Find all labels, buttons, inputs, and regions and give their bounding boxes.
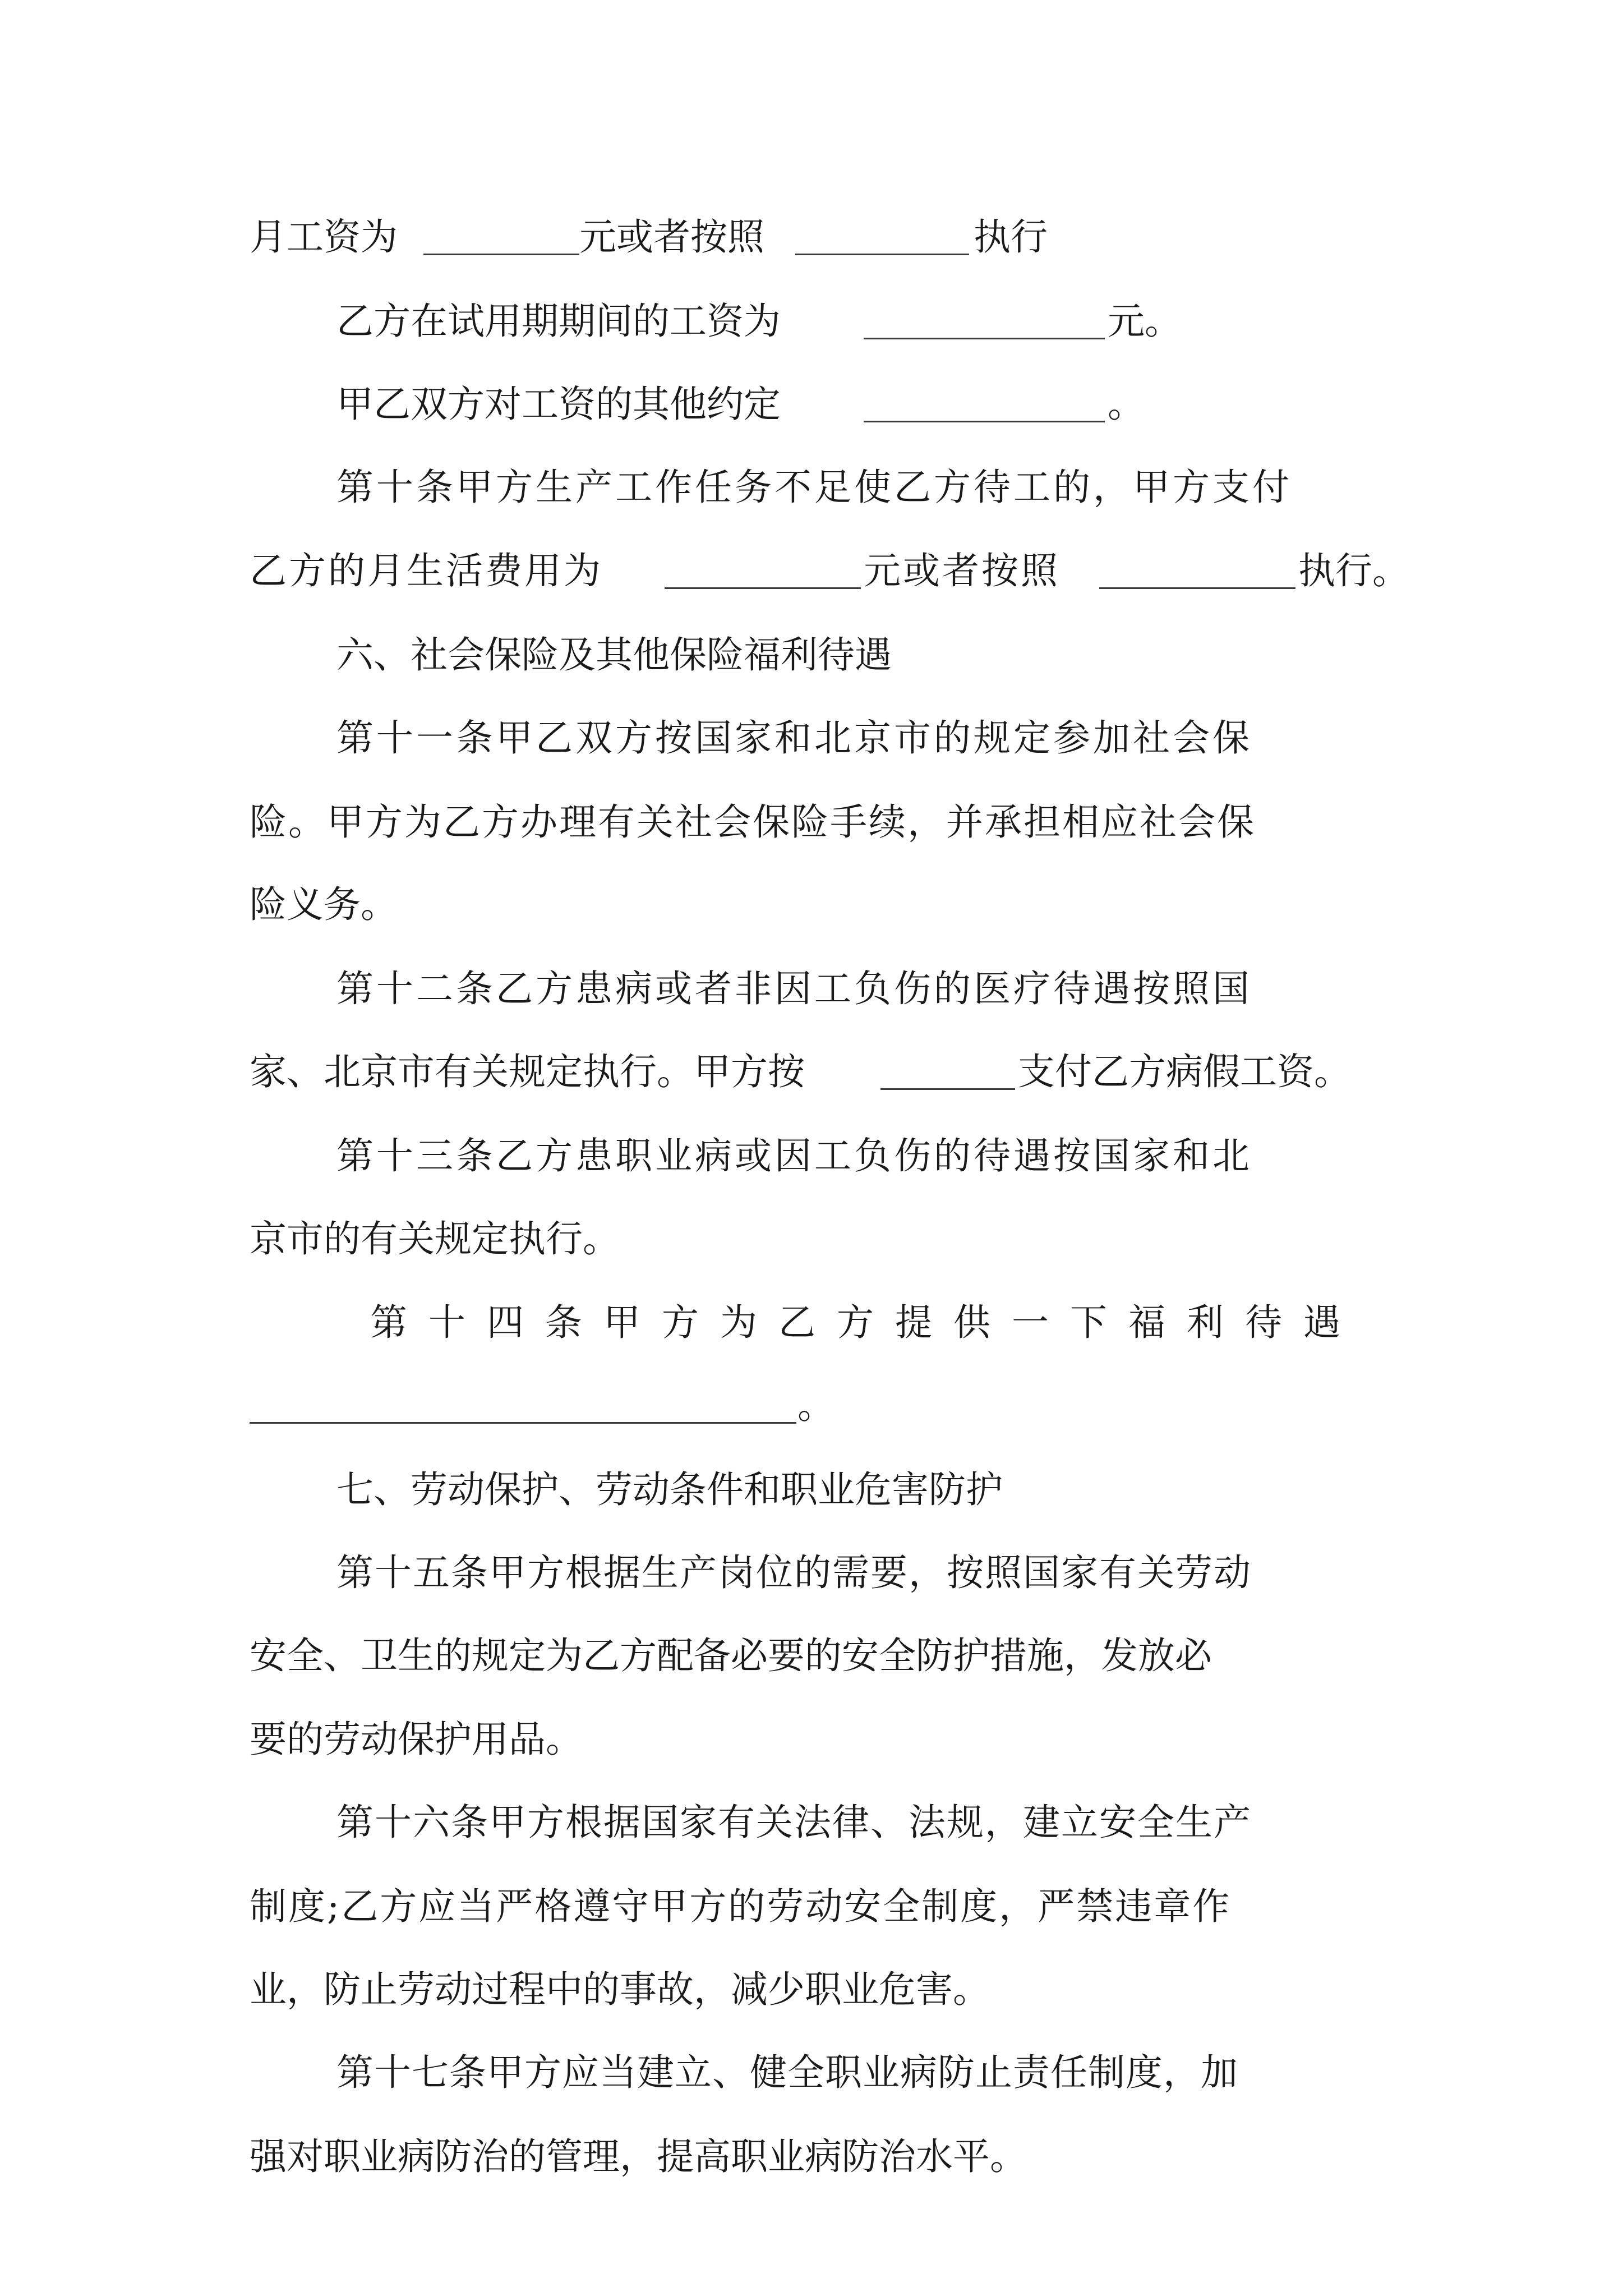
article-10-text: 第十条甲方生产工作任务不足使乙方待工的，甲方支付	[336, 466, 1292, 509]
blank-field[interactable]	[795, 219, 969, 255]
other-salary-terms-line	[0, 383, 1623, 464]
paragraph-line	[0, 1885, 1623, 1967]
text-segment: 元或者按照	[864, 549, 1060, 592]
article-11-text: 险。甲方为乙方办理有关社会保险手续，并承担相应社会保	[250, 800, 1256, 844]
section-heading	[0, 1468, 1623, 1550]
blank-field[interactable]	[665, 553, 861, 589]
paragraph-line	[0, 2051, 1623, 2133]
paragraph-line	[0, 1968, 1623, 2050]
paragraph-line	[0, 1134, 1623, 1216]
text-segment: 执行	[974, 215, 1048, 259]
text-segment: 月工资为	[250, 215, 398, 259]
article-15-text: 要的劳动保护用品。	[250, 1718, 583, 1761]
text-segment: 乙方在试用期期间的工资为	[336, 300, 781, 343]
section-heading	[0, 633, 1623, 715]
text-segment: 执行。	[1298, 549, 1409, 592]
section-7-heading: 七、劳动保护、劳动条件和职业危害防护	[336, 1468, 1003, 1511]
article-17-text: 第十七条甲方应当建立、健全职业病防止责任制度，加	[336, 2051, 1238, 2094]
article-13-text: 京市的有关规定执行。	[250, 1217, 620, 1260]
paragraph-line	[0, 466, 1623, 547]
salary-line	[0, 215, 1623, 297]
paragraph-line	[0, 1551, 1623, 1633]
probation-salary-line	[0, 300, 1623, 381]
text-segment: 元或者按照	[579, 215, 764, 259]
blank-field[interactable]	[880, 1053, 1015, 1090]
blank-field[interactable]	[864, 303, 1105, 339]
benefits-blank-line	[0, 1384, 1623, 1466]
article-11-text: 险义务。	[250, 883, 398, 926]
article-17-text: 强对职业病防治的管理，提高职业病防治水平。	[250, 2135, 1027, 2178]
paragraph-line	[0, 967, 1623, 1049]
article-15-text: 安全、卫生的规定为乙方配备必要的安全防护措施，发放必	[250, 1634, 1212, 1677]
text-segment: 支付乙方病假工资。	[1018, 1050, 1351, 1093]
blank-field[interactable]	[423, 219, 579, 255]
blank-field[interactable]	[1099, 553, 1295, 589]
paragraph-line	[0, 1634, 1623, 1716]
paragraph-line	[0, 716, 1623, 798]
article-11-text: 第十一条甲乙双方按国家和北京市的规定参加社会保	[336, 716, 1252, 760]
paragraph-line	[0, 1801, 1623, 1883]
paragraph-line	[0, 1301, 1623, 1383]
text-segment: 。	[797, 1384, 834, 1427]
article-14-text: 第十四条甲方为乙方提供一下福利待遇	[370, 1301, 1362, 1344]
text-segment: 。	[1108, 383, 1145, 426]
blank-field[interactable]	[864, 386, 1105, 422]
paragraph-line	[0, 2135, 1623, 2217]
section-6-heading: 六、社会保险及其他保险福利待遇	[336, 633, 892, 677]
paragraph-line	[0, 1217, 1623, 1299]
text-segment: 家、北京市有关规定执行。甲方按	[250, 1050, 805, 1093]
living-expense-line	[0, 549, 1623, 631]
article-12-text: 第十二条乙方患病或者非因工负伤的医疗待遇按照国	[336, 967, 1252, 1010]
text-segment: 元。	[1108, 300, 1182, 343]
text-segment: 甲乙双方对工资的其他约定	[336, 383, 781, 426]
article-16-text: 制度;乙方应当严格遵守甲方的劳动安全制度，严禁违章作	[250, 1885, 1232, 1928]
paragraph-line	[0, 800, 1623, 882]
sick-pay-line	[0, 1050, 1623, 1132]
article-15-text: 第十五条甲方根据生产岗位的需要，按照国家有关劳动	[336, 1551, 1252, 1594]
text-segment: 乙方的月生活费用为	[250, 549, 603, 592]
paragraph-line	[0, 883, 1623, 965]
article-16-text: 第十六条甲方根据国家有关法律、法规，建立安全生产	[336, 1801, 1252, 1844]
article-16-text: 业，防止劳动过程中的事故，减少职业危害。	[250, 1968, 990, 2011]
paragraph-line	[0, 1718, 1623, 1800]
article-13-text: 第十三条乙方患职业病或因工负伤的待遇按国家和北	[336, 1134, 1252, 1177]
blank-field[interactable]	[250, 1387, 796, 1424]
